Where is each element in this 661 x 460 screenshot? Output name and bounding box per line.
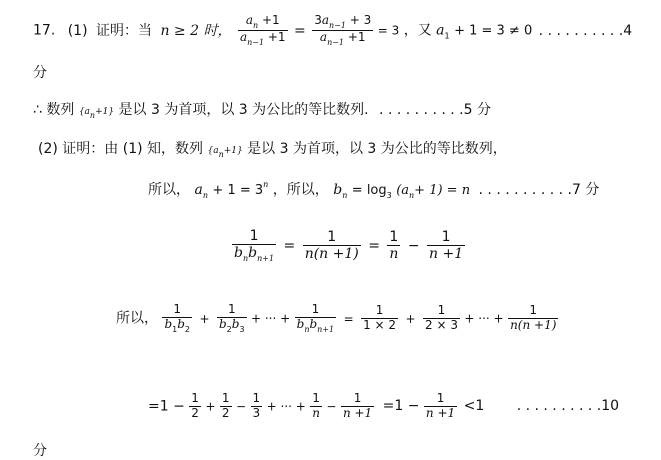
equals-three: = 3: [377, 23, 400, 38]
fraction-1-over-bnbn1-sum: $\frac{1}{b_nb_{n+1}}$: [296, 302, 335, 334]
fraction-half-2: $\frac{1}{2}$: [221, 391, 230, 420]
condition-text: n ≥ 2 时，: [160, 22, 232, 39]
question-number: 17.: [33, 22, 56, 39]
fraction-1-over-n1: $\frac{1}{n +1}$: [429, 229, 464, 263]
sequence-label-2: {an+1}: [207, 146, 243, 159]
score-unit-fen-2: 分: [33, 443, 47, 459]
fraction-1-over-n1-result: $\frac{1}{n +1}$: [425, 391, 456, 420]
sequence-label: {an+1}: [78, 107, 115, 120]
a1-equation: + 1 = 3 ≠ 0: [454, 23, 533, 39]
score-unit-fen-1: 分: [33, 65, 47, 81]
score-dots-5: . . . . . . . . . .5 分: [379, 102, 491, 118]
line-3: [38, 142, 507, 159]
geometric-statement-2: 是以 3 为首项，以 3 为公比的等比数列，: [247, 141, 507, 157]
line-6-sum: 所以， $\frac{1}{b_1b_2}$ + $\frac{1}{b_2b_3}$ + ··· + $\frac{1}{b_nb_{n+1}}$ = $\frac{1}{1 \times 2}$ + $\frac{1}{2 \times 3}$ + ··· + $\frac{1}{n(n +1)}$: [116, 302, 557, 334]
also-text: ，又: [403, 22, 432, 39]
line-1: 17. (1) 证明：当 n ≥ 2 时， $\frac{a_n +1}{a_{n-1} +1}$ = $\frac{3a_{n-1} + 3}{a_{n-1} +1}$ = 3 ，又 $a_1 + 1 = 3 \ne 0$ . . . . . . . . . .4: [33, 13, 633, 48]
part-2-text: (2) 证明：由 (1) 知，数列: [38, 141, 204, 157]
fraction-1-over-b1b2: $\frac{1}{b_1b_2}$: [164, 302, 191, 334]
fraction-1-over-nn1: $\frac{1}{n(n +1)}$: [304, 229, 359, 263]
an-formula: + 1 = 3: [212, 183, 264, 198]
part-1-label: (1): [67, 22, 88, 39]
score-dots-7: . . . . . . . . . . .7 分: [478, 182, 600, 198]
geometric-statement: 是以 3 为首项，以 3 为公比的等比数列.: [118, 102, 369, 118]
fraction-1-over-bnbn1: $\frac{1}{b_nb_{n+1}}$: [234, 228, 275, 264]
fraction-1-over-1x2: $\frac{1}{1 \times 2}$: [363, 303, 397, 332]
fraction-half-1: $\frac{1}{2}$: [191, 391, 199, 420]
line-4: 所以， $a_n + 1 = 3^n$ ，所以， $b_n = \log_3 (a_n+ 1) = n$ . . . . . . . . . . .7 分: [148, 180, 600, 200]
line-2: [33, 103, 491, 120]
prove-text: 证明：当: [96, 22, 153, 39]
fraction-1-over-n: $\frac{1}{n}$: [389, 229, 399, 263]
line-7-telescoping: =1 − $\frac{1}{2}$ + $\frac{1}{2}$ − $\frac{1}{3}$ + ··· + $\frac{1}{n}$ − $\frac{1}{n +1}$ =1 − $\frac{1}{n +1}$ <1 . . . . . . . . . .10: [148, 391, 620, 420]
bn-formula: = log: [351, 183, 387, 198]
fraction-ratio-right: $\frac{3a_{n-1} + 3}{a_{n-1} +1}$: [314, 13, 372, 48]
less-than-one: <1: [463, 398, 485, 415]
fraction-ratio-left: $\frac{a_n +1}{a_{n-1} +1}$: [239, 13, 286, 48]
fraction-1-over-n-tel: $\frac{1}{n}$: [312, 391, 320, 420]
fraction-third: $\frac{1}{3}$: [252, 391, 261, 420]
fraction-1-over-b2b3: $\frac{1}{b_2b_3}$: [218, 302, 245, 334]
fraction-1-over-nn1-sum: $\frac{1}{n(n +1)}$: [510, 303, 557, 332]
therefore-text: ∴ 数列: [33, 102, 75, 118]
fraction-1-over-2x3: $\frac{1}{2 \times 3}$: [425, 303, 458, 332]
fraction-1-over-n1-tel: $\frac{1}{n +1}$: [342, 391, 373, 420]
score-dots-4: . . . . . . . . . .4: [538, 22, 633, 39]
score-dots-10: . . . . . . . . . .10: [516, 398, 620, 415]
line-5-identity: $\frac{1}{b_nb_{n+1}}$ = $\frac{1}{n(n +1)}$ = $\frac{1}{n}$ − $\frac{1}{n +1}$: [234, 228, 464, 264]
